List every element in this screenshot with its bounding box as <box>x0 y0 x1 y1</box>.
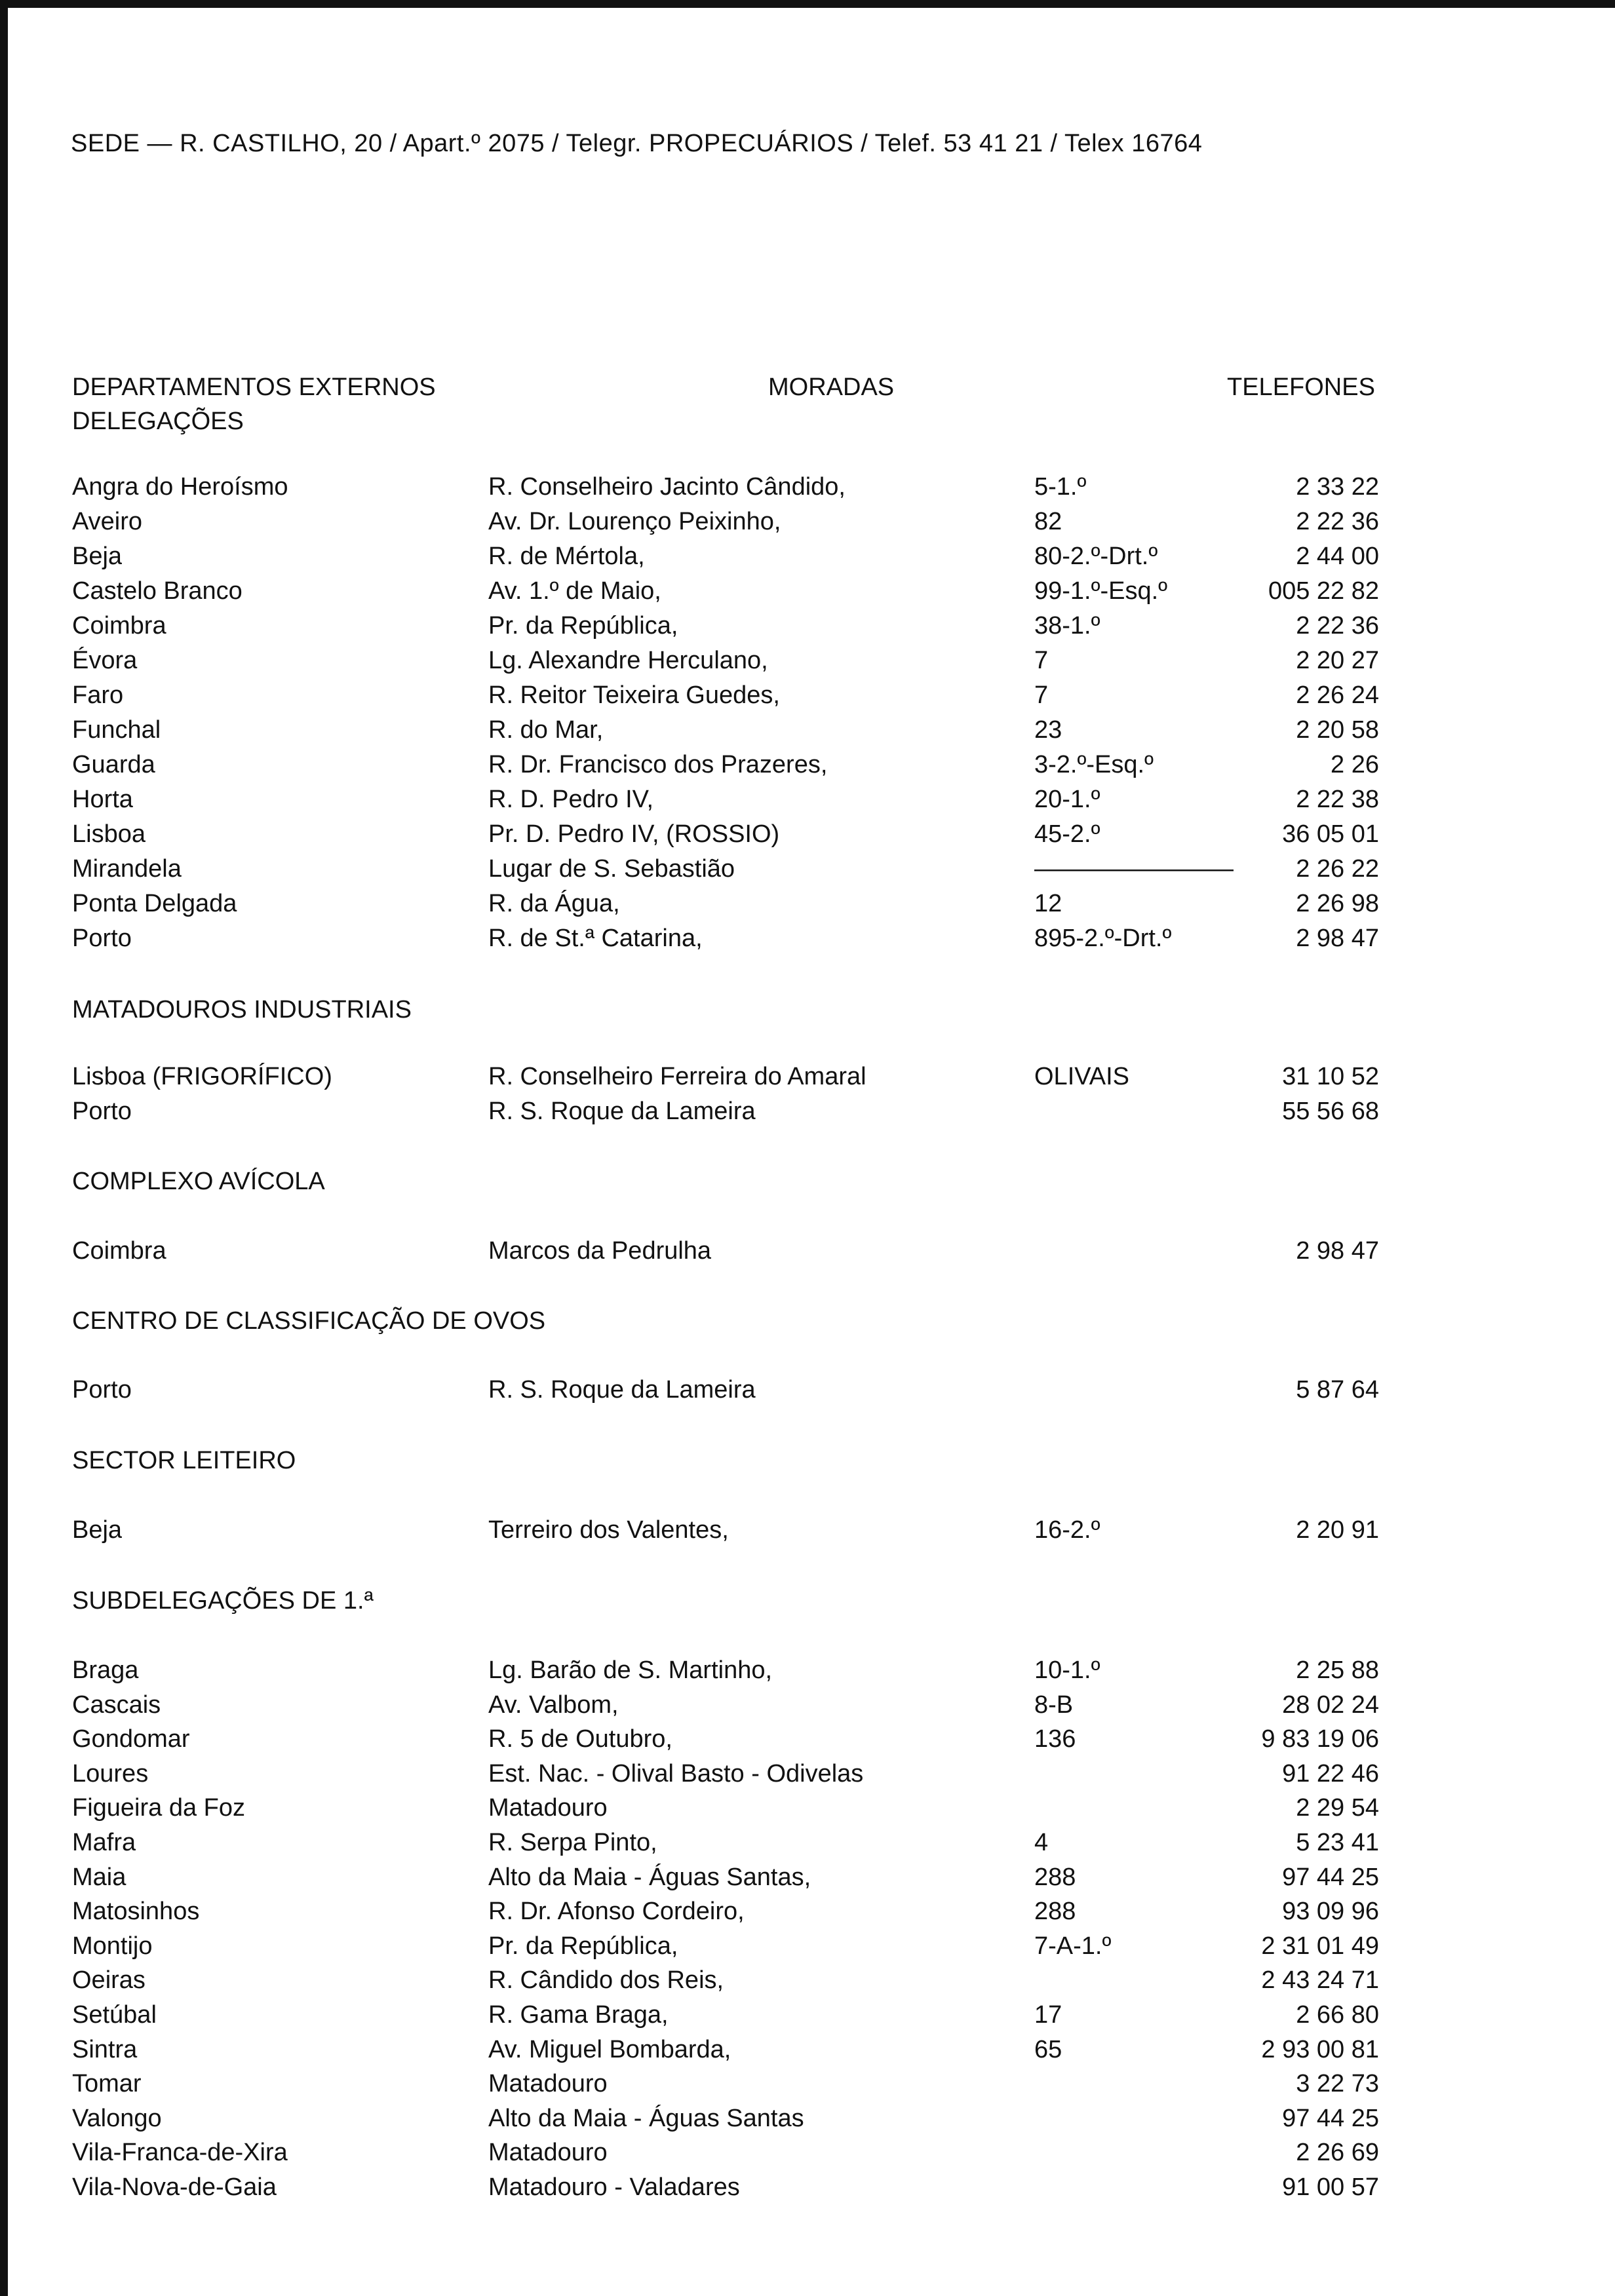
directory-row <box>0 1725 1615 1761</box>
street-address: R. da Água, <box>488 890 620 917</box>
directory-row <box>0 2173 1615 2209</box>
phone-number: 2 98 47 <box>1296 925 1379 952</box>
directory-row <box>0 1864 1615 1899</box>
location-name: Figueira da Foz <box>72 1794 246 1822</box>
phone-number: 5 23 41 <box>1296 1829 1379 1856</box>
directory-row <box>0 612 1615 647</box>
phone-number: 91 00 57 <box>1282 2173 1379 2201</box>
door-number: ———————— <box>1034 855 1234 883</box>
door-number: 7 <box>1034 647 1049 674</box>
location-name: Maia <box>72 1863 126 1891</box>
location-name: Sintra <box>72 2035 138 2063</box>
directory-row <box>0 1760 1615 1795</box>
directory-row <box>0 2139 1615 2174</box>
directory-row <box>0 855 1615 890</box>
location-name: Mafra <box>72 1829 136 1856</box>
door-number: 5-1.º <box>1034 473 1087 501</box>
section-title: MATADOUROS INDUSTRIAIS <box>72 996 412 1024</box>
directory-row <box>0 1098 1615 1133</box>
phone-number: 2 20 58 <box>1296 716 1379 744</box>
section-title: DELEGAÇÕES <box>72 408 244 435</box>
directory-row <box>0 473 1615 508</box>
location-name: Aveiro <box>72 508 143 535</box>
door-number: 7-A-1.º <box>1034 1932 1112 1960</box>
street-address: R. 5 de Outubro, <box>488 1725 672 1753</box>
directory-row <box>0 1656 1615 1692</box>
location-name: Cascais <box>72 1691 161 1719</box>
location-name: Beja <box>72 1516 123 1544</box>
door-number: 80-2.º-Drt.º <box>1034 543 1158 570</box>
location-name: Porto <box>72 1098 132 1125</box>
street-address: R. D. Pedro IV, <box>488 786 654 813</box>
phone-number: 2 31 01 49 <box>1261 1932 1379 1960</box>
location-name: Vila-Nova-de-Gaia <box>72 2173 277 2201</box>
door-number: 65 <box>1034 2035 1062 2063</box>
directory-row <box>0 1794 1615 1829</box>
directory-row <box>0 2105 1615 2140</box>
phone-number: 005 22 82 <box>1268 577 1379 605</box>
directory-row <box>0 751 1615 786</box>
street-address: Pr. da República, <box>488 1932 678 1960</box>
phone-number: 2 26 69 <box>1296 2139 1379 2167</box>
column-header-departments: DEPARTAMENTOS EXTERNOS <box>72 373 436 401</box>
street-address: Pr. da República, <box>488 612 678 640</box>
door-number: 17 <box>1034 2001 1062 2029</box>
door-number: 12 <box>1034 890 1062 917</box>
phone-number: 2 20 27 <box>1296 647 1379 674</box>
door-number: 10-1.º <box>1034 1656 1100 1684</box>
location-name: Angra do Heroísmo <box>72 473 288 501</box>
location-name: Lisboa <box>72 820 146 848</box>
phone-number: 97 44 25 <box>1282 1863 1379 1891</box>
door-number: 4 <box>1034 1829 1049 1856</box>
directory-row <box>0 820 1615 856</box>
directory-row <box>0 647 1615 682</box>
street-address: R. Conselheiro Ferreira do Amaral <box>488 1063 866 1090</box>
directory-row <box>0 1237 1615 1272</box>
phone-number: 2 26 24 <box>1296 681 1379 709</box>
street-address: R. do Mar, <box>488 716 604 744</box>
door-number: 7 <box>1034 681 1049 709</box>
phone-number: 2 26 <box>1331 751 1379 778</box>
phone-number: 93 09 96 <box>1282 1898 1379 1926</box>
street-address: R. S. Roque da Lameira <box>488 1376 756 1404</box>
location-name: Porto <box>72 1376 132 1404</box>
street-address: Matadouro <box>488 2139 608 2167</box>
location-name: Lisboa (FRIGORÍFICO) <box>72 1063 332 1090</box>
phone-number: 2 22 38 <box>1296 786 1379 813</box>
phone-number: 97 44 25 <box>1282 2104 1379 2132</box>
door-number: 23 <box>1034 716 1062 744</box>
door-number: 82 <box>1034 508 1062 535</box>
phone-number: 2 33 22 <box>1296 473 1379 501</box>
directory-row <box>0 925 1615 960</box>
directory-row <box>0 1898 1615 1933</box>
street-address: R. de Mértola, <box>488 543 645 570</box>
directory-row <box>0 508 1615 543</box>
street-address: Av. Valbom, <box>488 1691 619 1719</box>
directory-row <box>0 1932 1615 1968</box>
column-header-phones: TELEFONES <box>1227 373 1375 401</box>
street-address: Matadouro <box>488 2070 608 2098</box>
location-name: Porto <box>72 925 132 952</box>
door-number: 136 <box>1034 1725 1076 1753</box>
directory-row <box>0 1063 1615 1098</box>
directory-row <box>0 1516 1615 1552</box>
street-address: R. Gama Braga, <box>488 2001 669 2029</box>
street-address: R. de St.ª Catarina, <box>488 925 703 952</box>
street-address: Pr. D. Pedro IV, (ROSSIO) <box>488 820 780 848</box>
street-address: Alto da Maia - Águas Santas, <box>488 1863 811 1891</box>
street-address: R. Dr. Francisco dos Prazeres, <box>488 751 828 778</box>
location-name: Braga <box>72 1656 139 1684</box>
section-title: CENTRO DE CLASSIFICAÇÃO DE OVOS <box>72 1307 546 1335</box>
directory-row <box>0 716 1615 752</box>
directory-row <box>0 890 1615 925</box>
street-address: Av. 1.º de Maio, <box>488 577 661 605</box>
location-name: Montijo <box>72 1932 153 1960</box>
location-name: Tomar <box>72 2070 142 2098</box>
street-address: Lg. Alexandre Herculano, <box>488 647 768 674</box>
location-name: Évora <box>72 647 138 674</box>
street-address: R. Reitor Teixeira Guedes, <box>488 681 780 709</box>
phone-number: 55 56 68 <box>1282 1098 1379 1125</box>
column-header-addresses: MORADAS <box>768 373 895 401</box>
section-title: SUBDELEGAÇÕES DE 1.ª <box>72 1587 374 1615</box>
section-title: SECTOR LEITEIRO <box>72 1447 296 1474</box>
phone-number: 2 22 36 <box>1296 508 1379 535</box>
phone-number: 91 22 46 <box>1282 1759 1379 1788</box>
location-name: Loures <box>72 1759 149 1788</box>
location-name: Ponta Delgada <box>72 890 237 917</box>
phone-number: 36 05 01 <box>1282 820 1379 848</box>
phone-number: 5 87 64 <box>1296 1376 1379 1404</box>
directory-row <box>0 577 1615 613</box>
street-address: R. Dr. Afonso Cordeiro, <box>488 1898 745 1926</box>
location-name: Setúbal <box>72 2001 157 2029</box>
section-title: COMPLEXO AVÍCOLA <box>72 1168 325 1195</box>
street-address: Alto da Maia - Águas Santas <box>488 2104 804 2132</box>
door-number: 99-1.º-Esq.º <box>1034 577 1168 605</box>
directory-row <box>0 786 1615 821</box>
location-name: Gondomar <box>72 1725 190 1753</box>
street-address: Matadouro <box>488 1794 608 1822</box>
location-name: Guarda <box>72 751 155 778</box>
phone-number: 2 26 98 <box>1296 890 1379 917</box>
door-number: 8-B <box>1034 1691 1074 1719</box>
phone-number: 28 02 24 <box>1282 1691 1379 1719</box>
street-address: R. Serpa Pinto, <box>488 1829 657 1856</box>
location-name: Beja <box>72 543 123 570</box>
location-name: Valongo <box>72 2104 162 2132</box>
location-name: Oeiras <box>72 1966 146 1995</box>
street-address: Lg. Barão de S. Martinho, <box>488 1656 773 1684</box>
phone-number: 2 20 91 <box>1296 1516 1379 1544</box>
directory-row <box>0 1376 1615 1411</box>
location-name: Castelo Branco <box>72 577 243 605</box>
door-number: 288 <box>1034 1898 1076 1926</box>
location-name: Horta <box>72 786 133 813</box>
door-number: OLIVAIS <box>1034 1063 1130 1090</box>
location-name: Mirandela <box>72 855 182 883</box>
location-name: Funchal <box>72 716 161 744</box>
street-address: Est. Nac. - Olival Basto - Odivelas <box>488 1759 864 1788</box>
street-address: Marcos da Pedrulha <box>488 1237 712 1265</box>
street-address: R. Conselheiro Jacinto Cândido, <box>488 473 846 501</box>
door-number: 3-2.º-Esq.º <box>1034 751 1154 778</box>
location-name: Faro <box>72 681 124 709</box>
directory-row <box>0 1691 1615 1727</box>
street-address: Lugar de S. Sebastião <box>488 855 735 883</box>
door-number: 895-2.º-Drt.º <box>1034 925 1172 952</box>
page-border-top <box>0 0 1615 8</box>
street-address: Matadouro - Valadares <box>488 2173 740 2201</box>
phone-number: 2 25 88 <box>1296 1656 1379 1684</box>
location-name: Matosinhos <box>72 1898 200 1926</box>
door-number: 45-2.º <box>1034 820 1100 848</box>
phone-number: 2 93 00 81 <box>1261 2035 1379 2063</box>
street-address: R. Cândido dos Reis, <box>488 1966 724 1995</box>
phone-number: 2 66 80 <box>1296 2001 1379 2029</box>
door-number: 16-2.º <box>1034 1516 1100 1544</box>
headquarters-info: SEDE — R. CASTILHO, 20 / Apart.º 2075 / Telegr. PROPECUÁRIOS / Telef. 53 41 21 / Telex 16764 <box>71 130 1203 157</box>
directory-row <box>0 2001 1615 2037</box>
directory-row <box>0 1829 1615 1864</box>
phone-number: 2 29 54 <box>1296 1794 1379 1822</box>
street-address: Terreiro dos Valentes, <box>488 1516 729 1544</box>
phone-number: 9 83 19 06 <box>1261 1725 1379 1753</box>
location-name: Coimbra <box>72 612 166 640</box>
street-address: R. S. Roque da Lameira <box>488 1098 756 1125</box>
door-number: 38-1.º <box>1034 612 1100 640</box>
directory-row <box>0 2070 1615 2105</box>
phone-number: 31 10 52 <box>1282 1063 1379 1090</box>
phone-number: 3 22 73 <box>1296 2070 1379 2098</box>
phone-number: 2 98 47 <box>1296 1237 1379 1265</box>
street-address: Av. Dr. Lourenço Peixinho, <box>488 508 781 535</box>
phone-number: 2 26 22 <box>1296 855 1379 883</box>
door-number: 20-1.º <box>1034 786 1100 813</box>
location-name: Coimbra <box>72 1237 166 1265</box>
door-number: 288 <box>1034 1863 1076 1891</box>
directory-row <box>0 681 1615 717</box>
location-name: Vila-Franca-de-Xira <box>72 2139 288 2167</box>
phone-number: 2 43 24 71 <box>1261 1966 1379 1995</box>
directory-row <box>0 2036 1615 2071</box>
phone-number: 2 22 36 <box>1296 612 1379 640</box>
street-address: Av. Miguel Bombarda, <box>488 2035 731 2063</box>
directory-row <box>0 543 1615 578</box>
directory-row <box>0 1966 1615 2002</box>
phone-number: 2 44 00 <box>1296 543 1379 570</box>
